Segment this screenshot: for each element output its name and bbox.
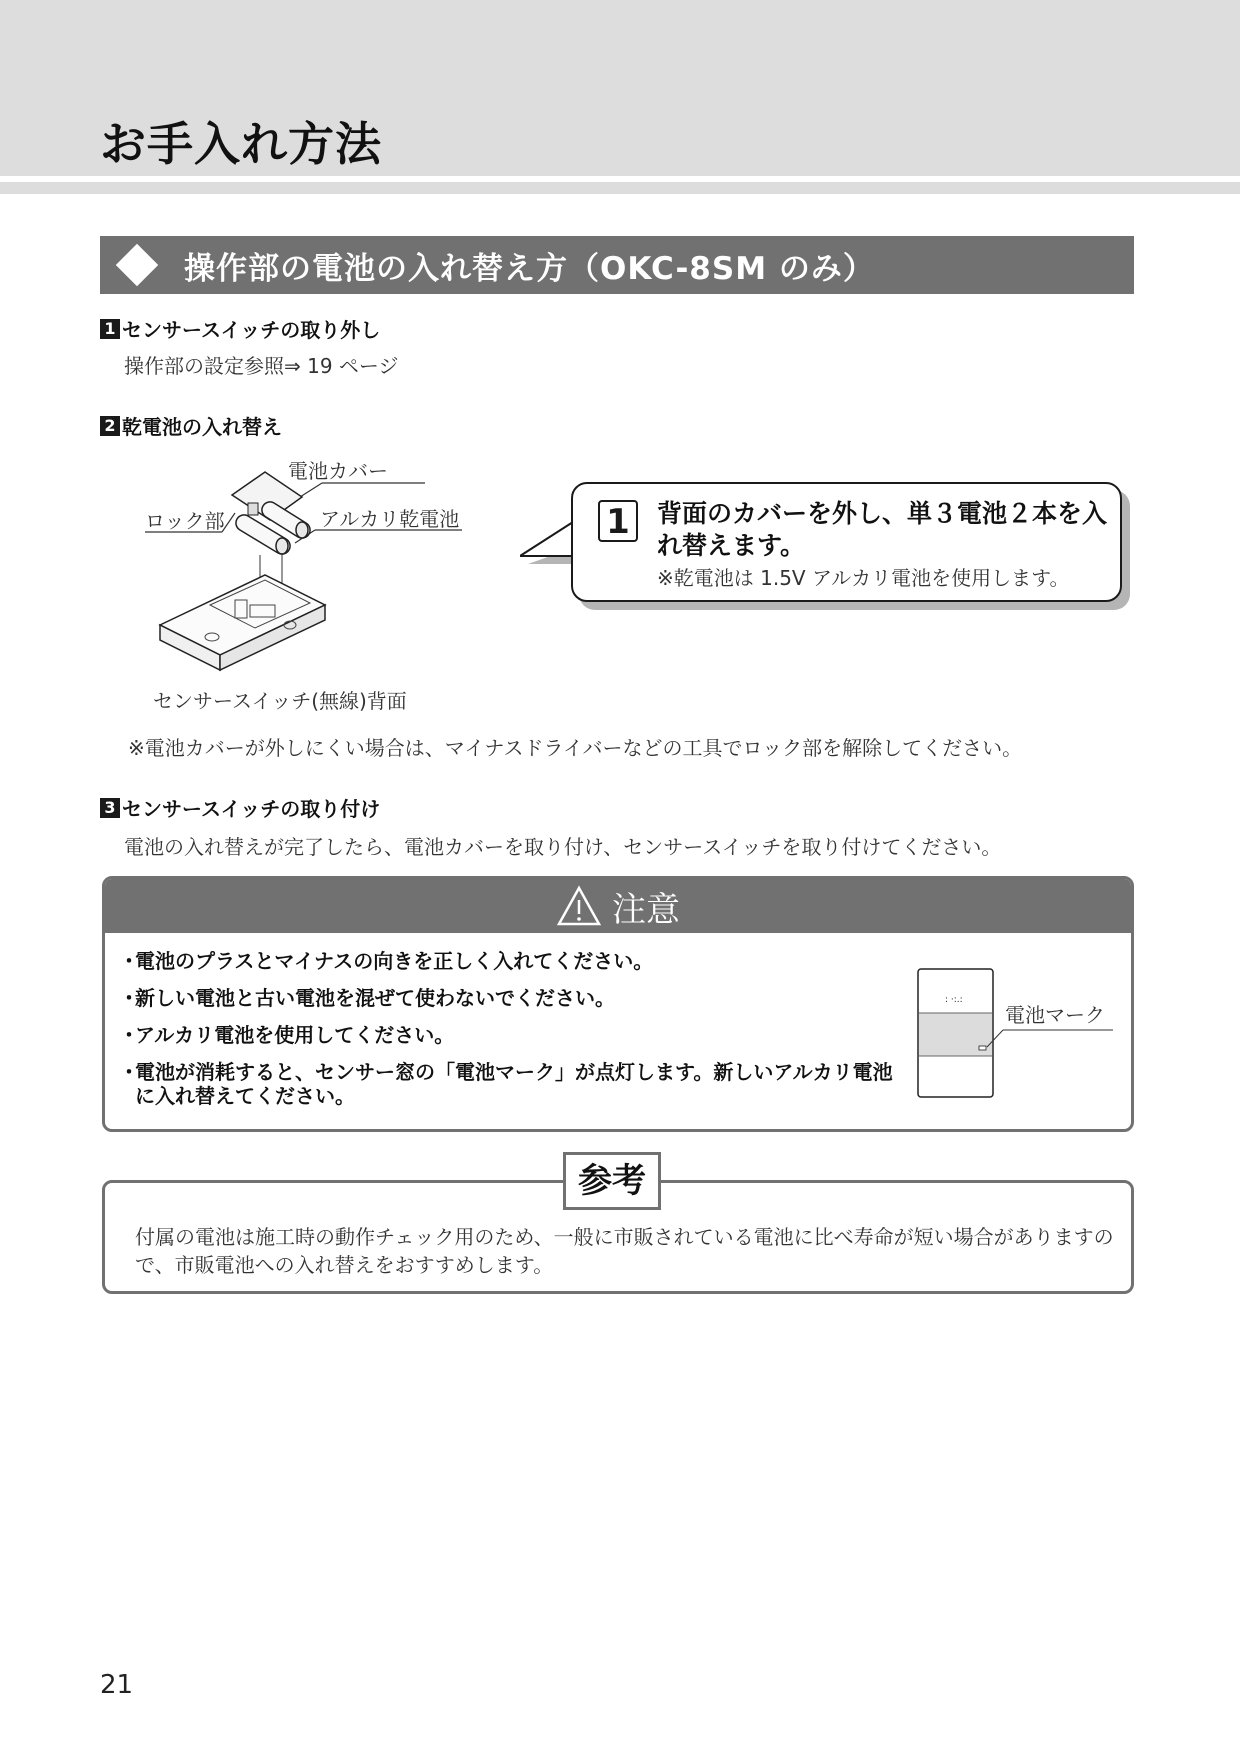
caution-item: ・ 電池が消耗すると、センサー窓の「電池マーク」が点灯します。新しいアルカリ電池に入れ替えてください。 [119,1060,893,1108]
caution-item: ・ 電池のプラスとマイナスの向きを正しく入れてください。 [119,949,654,973]
sensor-switch-back-diagram [140,455,470,720]
step-1-title: センサースイッチの取り外し [122,318,381,342]
step-3-body: 電池の入れ替えが完了したら、電池カバーを取り付け、センサースイッチを取り付けてください。 [124,835,1002,859]
instruction-callout [571,482,1122,602]
caution-item: ・ アルカリ電池を使用してください。 [119,1023,455,1047]
section-title: 操作部の電池の入れ替え方（OKC-8SM のみ） [184,250,875,287]
step-3-heading [100,793,380,822]
page-number: 21 [100,1670,134,1700]
warning-triangle-icon [556,885,602,927]
step-2-title: 乾電池の入れ替え [122,415,282,439]
caution-box [102,876,1134,1132]
reference-badge: 参考 [563,1152,661,1210]
step-number-badge: 2 [100,416,120,436]
callout-note: ※乾電池は 1.5V アルカリ電池を使用します。 [657,566,1070,590]
page-title: お手入れ方法 [100,117,382,171]
battery-cover-note: ※電池カバーが外しにくい場合は、マイナスドライバーなどの工具でロック部を解除してください。 [128,736,1023,760]
diamond-icon [116,244,158,286]
reference-text: 付属の電池は施工時の動作チェック用のため、一般に市販されている電池に比べ寿命が短い場合がありますので、市販電池への入れ替えをおすすめします。 [135,1225,1114,1277]
battery-cover-label: 電池カバー [288,459,388,483]
caution-list [119,949,895,1121]
caution-item: ・ 新しい電池と古い電池を混ぜて使わないでください。 [119,986,615,1010]
diagram-caption: センサースイッチ(無線)背面 [153,689,407,713]
sensor-window-illustration [915,967,1125,1102]
battery-replacement-illustration [140,455,470,685]
step-3-title: センサースイッチの取り付け [122,797,381,821]
callout-instruction: 背面のカバーを外し、単３電池２本を入れ替えます。 [657,499,1108,560]
step-number-badge: 3 [100,798,120,818]
lock-label: ロック部 [145,509,225,533]
step-1-body: 操作部の設定参照⇒ 19 ページ [124,354,399,378]
caution-title: 注意 [612,889,680,930]
section-heading-bar [100,236,1134,294]
step-2-heading [100,411,282,440]
sensor-window-figure [915,967,1125,1106]
svg-text:: ·:.:: : ·:.: [945,995,963,1005]
alkaline-battery-label: アルカリ乾電池 [320,507,460,531]
caution-header [105,879,1131,933]
header-sub-band [0,182,1240,194]
battery-mark-label: 電池マーク [1005,1003,1105,1027]
step-number-badge: 1 [100,319,120,339]
callout-step-number: 1 [598,500,638,542]
step-1-heading [100,314,380,343]
